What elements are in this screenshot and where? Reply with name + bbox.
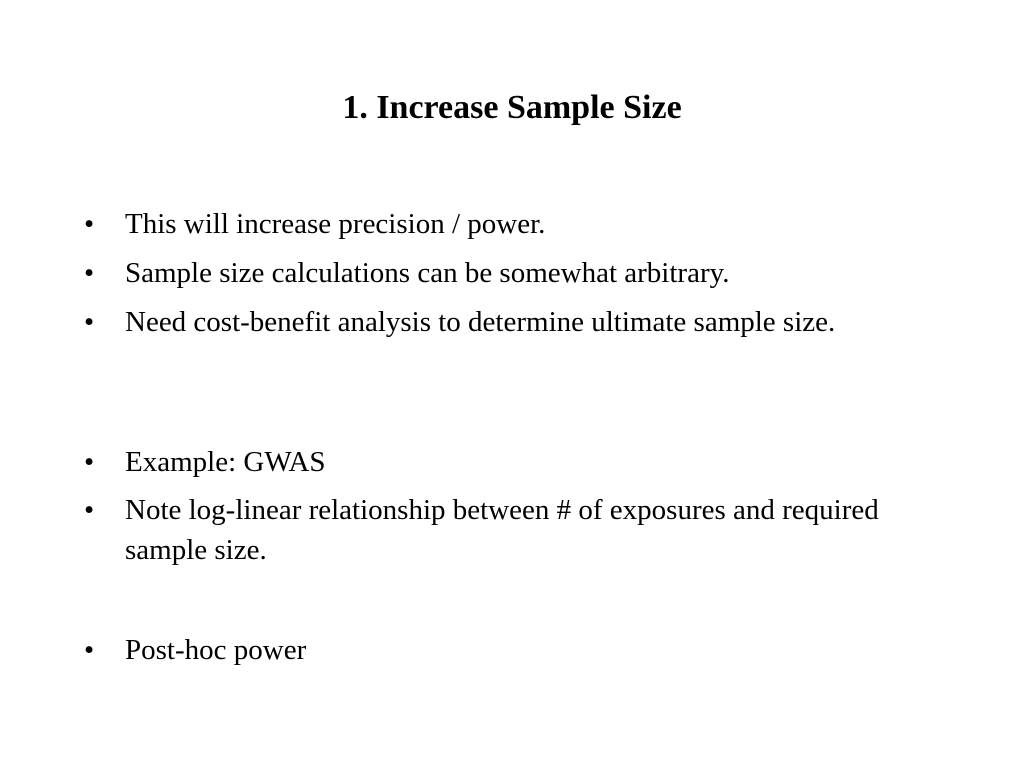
slide-title: 1. Increase Sample Size (342, 89, 682, 126)
bullet-text: Post-hoc power (125, 634, 307, 666)
bullet-item-cost-benefit (84, 302, 914, 342)
bullet-text: This will increase precision / power. (125, 208, 546, 240)
bullet-item-log-linear (84, 490, 914, 570)
bullet-marker: • (84, 494, 95, 526)
bullet-marker: • (84, 446, 95, 478)
bullet-marker: • (84, 634, 95, 666)
bullet-text: Need cost-benefit analysis to determine ultimate sample size. (125, 306, 836, 338)
bullet-item-calculations (84, 253, 914, 293)
bullet-text: Note log-linear relationship between # of exposures and required sample size. (125, 494, 879, 566)
bullet-item-gwas (84, 442, 914, 482)
bullet-marker: • (84, 208, 95, 240)
bullet-item-precision (84, 204, 914, 244)
bullet-text: Sample size calculations can be somewhat arbitrary. (125, 257, 730, 289)
bullet-marker: • (84, 306, 95, 338)
bullet-item-post-hoc (84, 630, 914, 670)
bullet-text: Example: GWAS (125, 446, 326, 478)
bullet-marker: • (84, 257, 95, 289)
